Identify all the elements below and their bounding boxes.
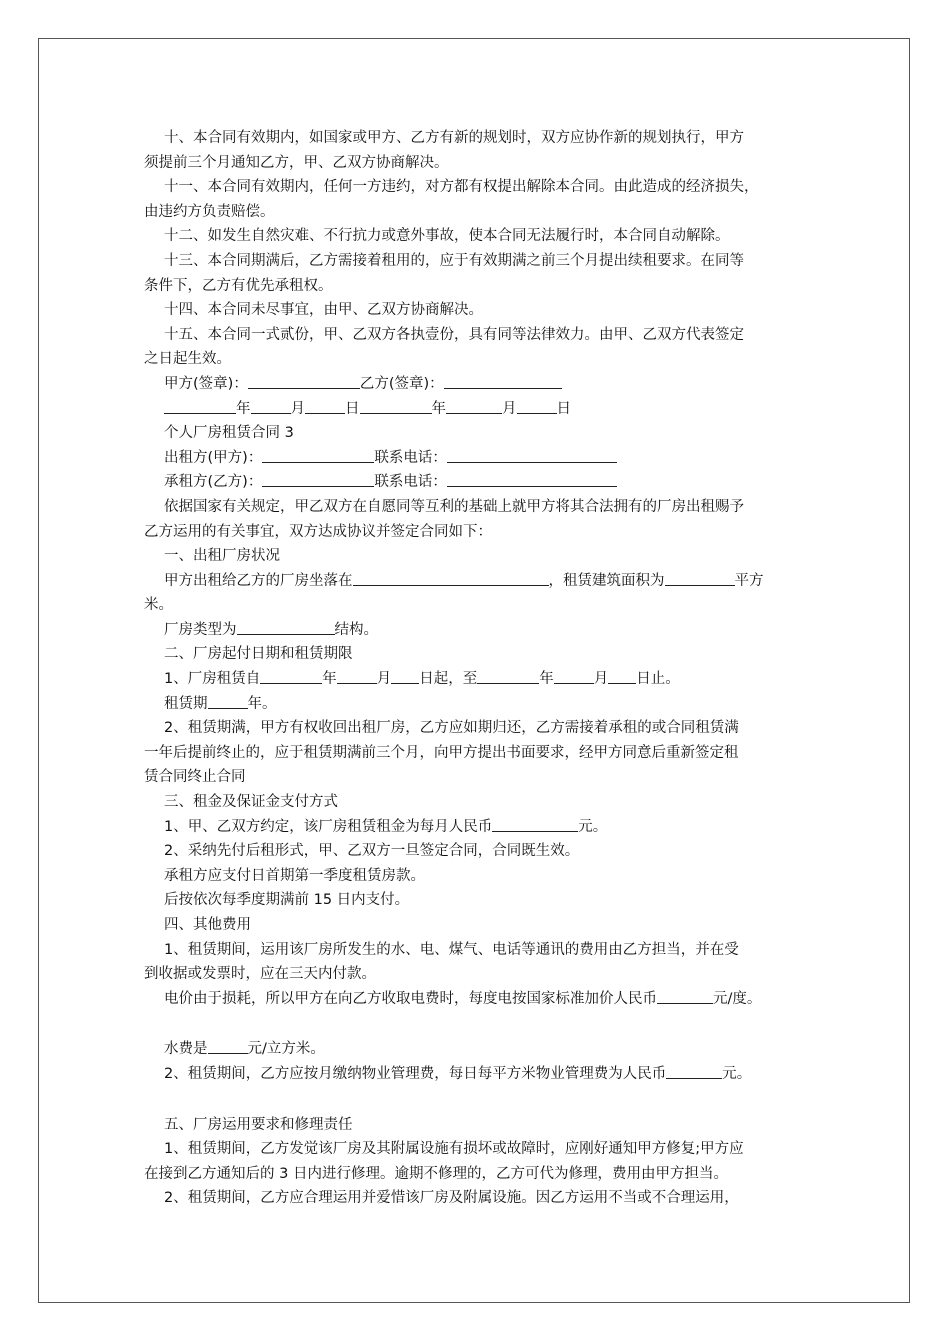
rent-amount-line	[144, 815, 812, 840]
section-5-heading: 五、厂房运用要求和修理责任	[164, 1116, 353, 1133]
building-type-label: 厂房类型为	[164, 621, 237, 638]
clause-14: 十四、本合同未尽事宜，由甲、乙双方协商解决。	[164, 302, 483, 319]
month-label: 月	[502, 400, 517, 417]
lessee-blank	[262, 471, 374, 487]
electricity-price-blank	[657, 988, 713, 1004]
clause-10-line-2: 须提前三个月通知乙方，甲、乙双方协商解决。	[144, 154, 449, 171]
signature-line	[144, 372, 812, 397]
clause-5-1-line-1: 1、租赁期间，乙方发觉该厂房及其附属设施有损坏或故障时，应刚好通知甲方修复;甲方应	[164, 1141, 744, 1158]
party-b-seal-blank	[444, 373, 562, 389]
location-blank	[353, 570, 549, 586]
electricity-price-line	[144, 987, 812, 1012]
blank-line	[144, 1087, 812, 1113]
rent-amount-label: 1、甲、乙双方约定，该厂房租赁租金为每月人民币	[164, 818, 493, 835]
day-end-label: 日止。	[636, 671, 680, 688]
date-blank	[608, 668, 636, 684]
lessee-label: 承租方(乙方)：	[164, 474, 263, 491]
water-fee-label: 水费是	[164, 1041, 208, 1058]
section-3-heading: 三、租金及保证金支付方式	[164, 794, 338, 811]
clause-2-2-line-3: 赁合同终止合同	[144, 769, 246, 786]
phone-blank	[447, 447, 617, 463]
party-a-seal-label: 甲方(签章)：	[164, 375, 248, 392]
contract-text	[144, 126, 812, 1211]
day-label: 日	[556, 400, 571, 417]
location-label: 甲方出租给乙方的厂房坐落在	[164, 572, 353, 589]
date-blank	[360, 398, 432, 414]
clause-5-2-line-1: 2、租赁期间，乙方应合理运用并爱惜该厂房及附属设施。因乙方运用不当或不合理运用，	[164, 1190, 739, 1207]
clause-3-2: 2、采纳先付后租形式，甲、乙双方一旦签定合同，合同既生效。	[164, 843, 580, 860]
day-from-label: 日起，至	[419, 671, 478, 688]
year-label: 年	[322, 671, 337, 688]
clause-15-line-1: 十五、本合同一式贰份，甲、乙双方各执壹份，具有同等法律效力。由甲、乙双方代表签定	[164, 326, 744, 343]
signature-date-line	[144, 397, 812, 422]
clause-5-1-line-2: 在接到乙方通知后的 3 日内进行修理。逾期不修理的，乙方可代为修理，费用由甲方担当。	[144, 1165, 728, 1182]
lessor-blank	[262, 447, 374, 463]
electricity-price-label: 电价由于损耗，所以甲方在向乙方收取电费时，每度电按国家标准加价人民币	[164, 990, 657, 1007]
month-label: 月	[376, 671, 392, 688]
property-fee-unit: 元。	[722, 1065, 752, 1082]
lease-term-blank	[208, 693, 248, 709]
clause-2-2-line-1: 2、租赁期满，甲方有权收回出租厂房，乙方应如期归还，乙方需接着承租的或合同租赁满	[164, 720, 739, 737]
date-blank	[554, 668, 594, 684]
lessee-line	[144, 470, 812, 495]
location-line	[144, 569, 812, 594]
property-fee-line	[144, 1062, 812, 1087]
area-blank	[665, 570, 735, 586]
rent-amount-blank	[492, 816, 578, 832]
year-label: 年	[236, 400, 251, 417]
date-blank	[477, 668, 539, 684]
day-label: 日	[345, 400, 360, 417]
clause-15-line-2: 之日起生效。	[144, 351, 231, 368]
rent-unit: 元。	[578, 818, 608, 835]
clause-13-line-1: 十三、本合同期满后，乙方需接着租用的，应于有效期满之前三个月提出续租要求。在同等	[164, 252, 744, 269]
building-type-blank	[237, 619, 335, 635]
date-blank	[517, 398, 557, 414]
phone-label: 联系电话：	[374, 474, 447, 491]
water-fee-line	[144, 1037, 812, 1062]
lease-term-unit: 年。	[247, 695, 277, 712]
lease-from-label: 1、厂房租赁自	[164, 671, 261, 688]
year-label: 年	[431, 400, 446, 417]
building-type-line	[144, 618, 812, 643]
party-a-seal-blank	[248, 373, 360, 389]
year-label: 年	[539, 671, 554, 688]
blank-line	[144, 1011, 812, 1037]
structure-label: 结构。	[334, 621, 378, 638]
lease-term-label: 租赁期	[164, 695, 208, 712]
date-blank	[251, 398, 291, 414]
date-blank	[260, 668, 322, 684]
property-fee-blank	[666, 1063, 722, 1079]
clause-11-line-1: 十一、本合同有效期内，任何一方违约，对方都有权提出解除本合同。由此造成的经济损失，	[164, 179, 759, 196]
clause-13-line-2: 条件下，乙方有优先承租权。	[144, 277, 333, 294]
clause-4-1-line-2: 到收据或发票时，应在三天内付款。	[144, 966, 376, 983]
date-blank	[446, 398, 502, 414]
date-blank	[391, 668, 419, 684]
lease-term-line	[144, 692, 812, 717]
date-blank	[337, 668, 377, 684]
month-label: 月	[290, 400, 305, 417]
phone-label: 联系电话：	[374, 449, 447, 466]
clause-10-line-1: 十、本合同有效期内，如国家或甲方、乙方有新的规划时，双方应协作新的规划执行，甲方	[164, 130, 744, 146]
property-fee-label: 2、租赁期间，乙方应按月缴纳物业管理费，每日每平方米物业管理费为人民币	[164, 1065, 667, 1082]
date-blank	[305, 398, 345, 414]
section-4-heading: 四、其他费用	[164, 917, 251, 933]
clause-3-first-payment: 承租方应支付日首期第一季度租赁房款。	[164, 867, 425, 884]
lessor-line	[144, 446, 812, 471]
clause-4-1-line-1: 1、租赁期间，运用该厂房所发生的水、电、煤气、电话等通讯的费用由乙方担当，并在受	[164, 941, 739, 958]
month-label: 月	[593, 671, 609, 688]
party-b-seal-label: 乙方(签章)：	[359, 375, 444, 392]
area-unit: 平方	[734, 572, 764, 589]
date-blank	[164, 398, 236, 414]
water-fee-unit: 元/立方米。	[247, 1041, 325, 1058]
clause-3-later-payment: 后按依次每季度期满前 15 日内支付。	[164, 892, 410, 909]
clause-11-line-2: 由违约方负责赔偿。	[144, 203, 275, 220]
phone-blank	[447, 471, 617, 487]
area-label: ，租赁建筑面积为	[548, 572, 665, 589]
area-unit-continued: 米。	[144, 597, 173, 614]
clause-12: 十二、如发生自然灾难、不行抗力或意外事故，使本合同无法履行时，本合同自动解除。	[164, 228, 730, 245]
lessor-label: 出租方(甲方)：	[164, 449, 263, 466]
contract-title: 个人厂房租赁合同 3	[164, 425, 294, 442]
preamble-line-2: 乙方运用的有关事宜，双方达成协议并签定合同如下：	[144, 523, 492, 540]
clause-2-2-line-2: 一年后提前终止的，应于租赁期满前三个月，向甲方提出书面要求，经甲方同意后重新签定租	[144, 744, 739, 761]
section-1-heading: 一、出租厂房状况	[164, 548, 280, 565]
preamble-line-1: 依据国家有关规定，甲乙双方在自愿同等互利的基础上就甲方将其合法拥有的厂房出租赐予	[164, 498, 744, 515]
water-fee-blank	[208, 1038, 248, 1054]
section-2-heading: 二、厂房起付日期和租赁期限	[164, 646, 353, 663]
lease-period-line	[144, 667, 812, 692]
electricity-unit: 元/度。	[713, 990, 762, 1007]
